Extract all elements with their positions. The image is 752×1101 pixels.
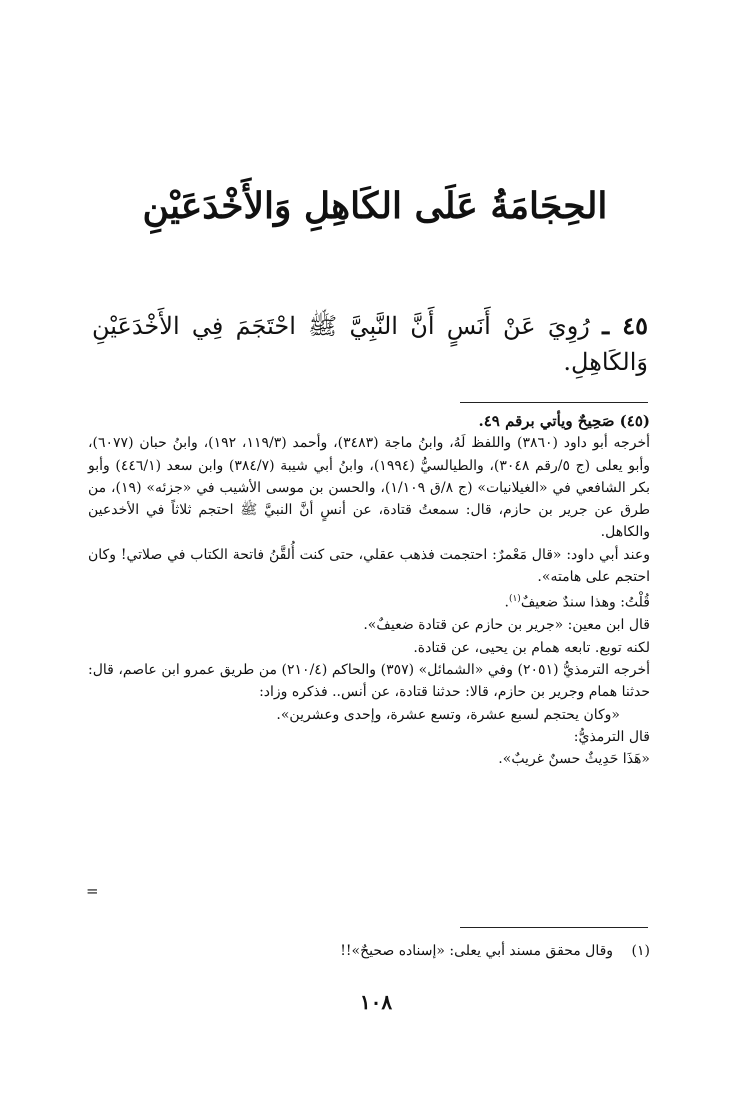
note-quote: «هَذَا حَدِيثٌ حسنٌ غريبٌ». xyxy=(498,751,650,768)
footnote-rule xyxy=(460,927,648,928)
footnote-mark: (١) xyxy=(631,943,650,959)
takhrij-notes xyxy=(88,410,650,770)
note-paragraph: أخرجه أبو داود (٣٨٦٠) واللفظ لَهُ، وابنُ ماجة (٣٤٨٣)، وأحمد (١١٩/٣، ١٩٢)، وابنُ حبان (٦٠٧٧)، وأبو يعلى (ج ٥/رقم ٣٠٤٨)، والطيالسيُّ (١٩٩٤)، وابنُ أبي شيبة (٣٨٤/٧) وابن سعد (٤٤٦/١) وأبو بكر الشافعي في «الغيلانيات» (ج ٨/ق ١/١٠٩)، والحسن بن موسى الأشيب في «جزئه» (١٩)، من طرق عن جرير بن حازم، قال: سمعتُ قتادة، عن أنسٍ أنَّ النبيَّ ﷺ احتجم ثلاثاً في الأخدعين والكاهل. xyxy=(88,435,651,541)
note-paragraph xyxy=(88,588,650,614)
hadith-number: ٤٥ ـ xyxy=(602,311,648,340)
hadith-text xyxy=(92,308,648,380)
note-paragraph: قال ابن معين: «جرير بن حازم عن قتادة ضعيفٌ». xyxy=(363,617,650,634)
note-paragraph: لكنه توبع. تابعه همام بن يحيى، عن قتادة. xyxy=(413,639,650,656)
note-text: . xyxy=(504,595,509,612)
note-text: قُلْتُ: وهذا سندٌ ضعيفٌ xyxy=(520,595,650,612)
page-number: ١٠٨ xyxy=(359,990,393,1014)
separator-rule xyxy=(460,402,648,403)
footnote-text: وقال محقق مسند أبي يعلى: «إسناده صحيحٌ»!! xyxy=(340,943,614,959)
note-paragraph: قال الترمذيُّ: xyxy=(573,728,650,745)
note-quote: «وكان يحتجم لسبع عشرة، وتسع عشرة، وإحدى وعشرين». xyxy=(276,706,620,723)
footnote xyxy=(88,940,650,962)
note-paragraph: أخرجه الترمذيُّ (٢٠٥١) وفي «الشمائل» (٣٥٧) والحاكم (٢١٠/٤) من طريق عمرو ابن عاصم، قال: حدثنا همام وجرير بن حازم، قالا: حدثنا قتادة، عن أنس.. فذكره وزاد: xyxy=(88,661,651,701)
footnote-ref[interactable]: (١) xyxy=(508,594,521,605)
note-paragraph: وعند أبي داود: «قال مَعْمرٌ: احتجمت فذهب عقلي، حتى كنت أُلقَّنُ فاتحة الكتاب في صلاتي! وكان احتجم على هامته». xyxy=(88,546,650,586)
note-grade: (٤٥) صَحِيحٌ ويأتي برقم ٤٩. xyxy=(478,412,650,430)
hadith-body: رُوِيَ عَنْ أَنَسٍ أَنَّ النَّبِيَّ ﷺ احْتَجَمَ فِي الأَخْدَعَيْنِ وَالكَاهِلِ. xyxy=(92,312,648,376)
chapter-title: الحِجَامَةُ عَلَى الكَاهِلِ وَالأَخْدَعَيْنِ xyxy=(142,185,608,227)
continuation-mark: = xyxy=(86,882,99,900)
